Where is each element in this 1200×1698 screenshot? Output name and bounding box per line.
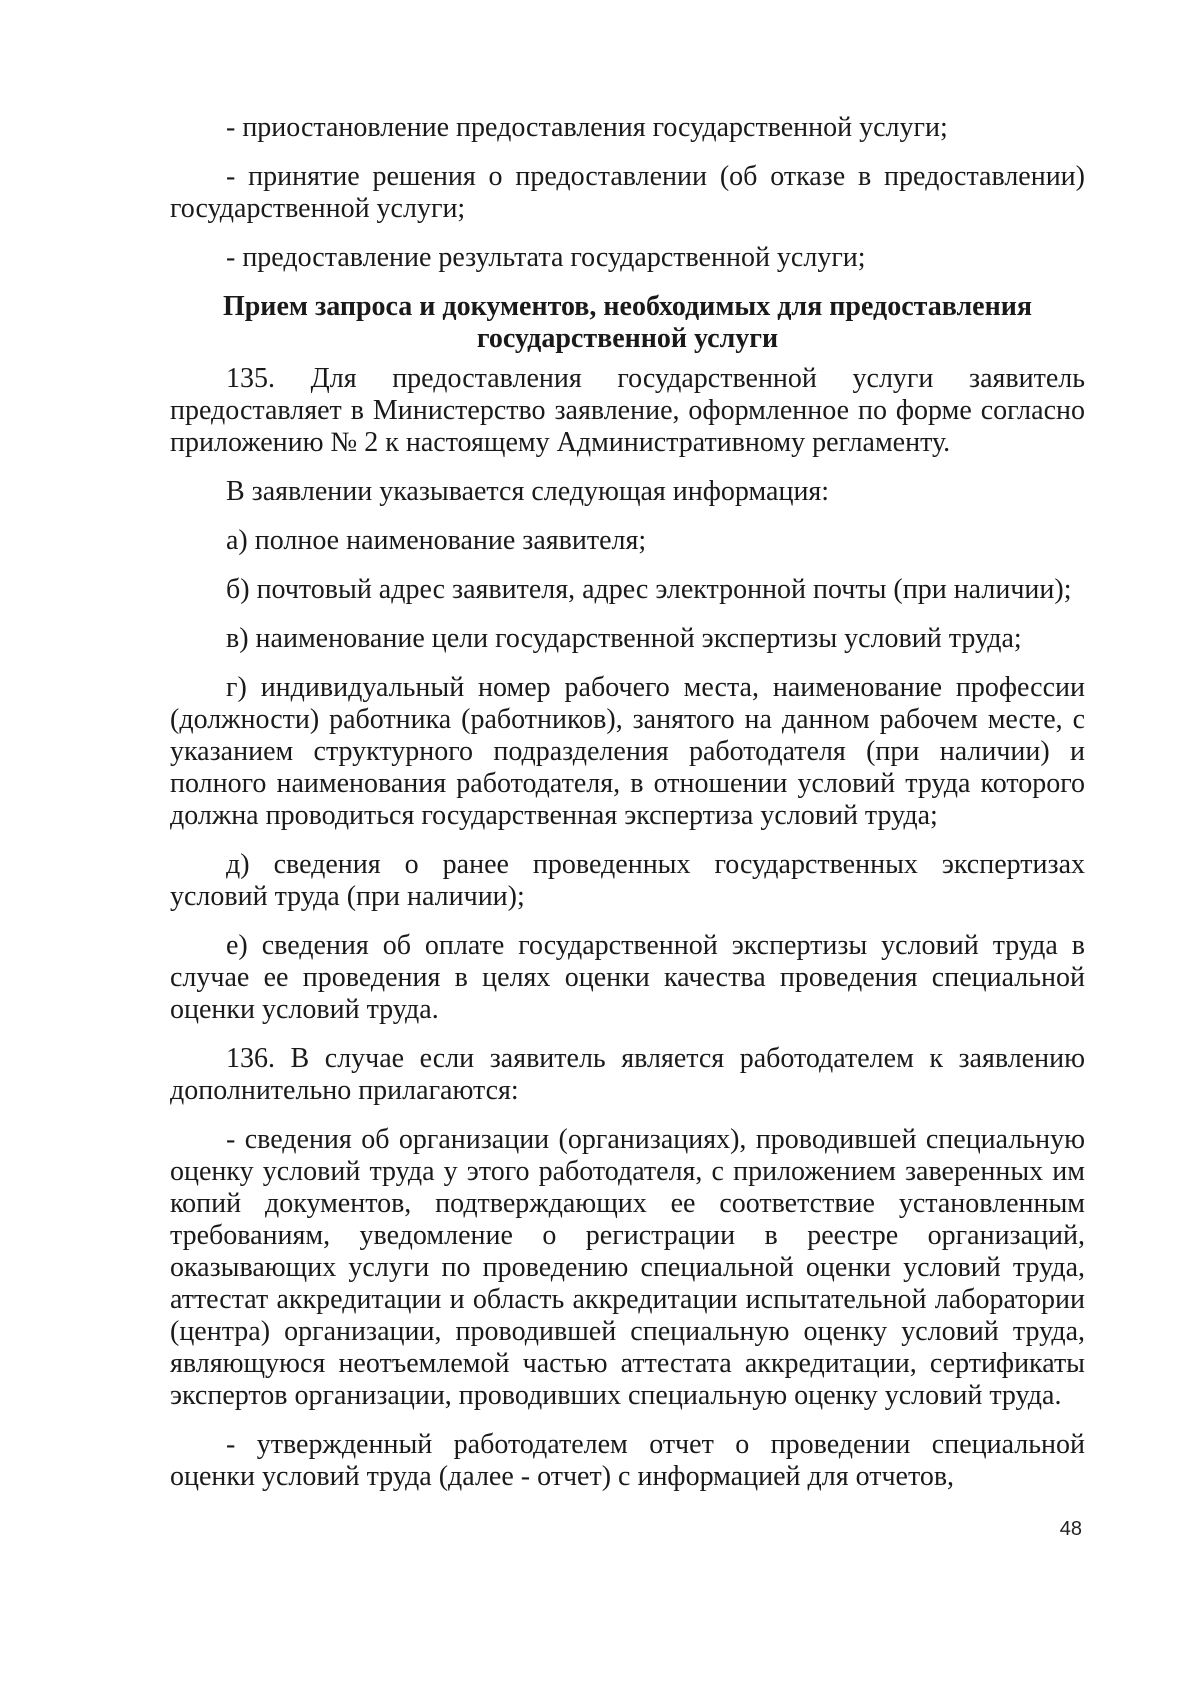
paragraph-decision: - принятие решения о предоставлении (об отказе в предоставлении) государственной услуги; (170, 161, 1085, 224)
paragraph-organization-info: - сведения об организации (организациях), проводившей специальную оценку условий труда у этого работодателя, с приложением заверенных им копий документов, подтверждающих ее соответствие установленным требованиям, уведомление о регистрации в реестре организаций, оказывающих услуги по проведению специальной оценки условий труда, аттестат аккредитации и область аккредитации испытательной лаборатории (центра) организации, проводившей специальную оценку условий труда, являющуюся неотъемлемой частью аттестата аккредитации, сертификаты экспертов организации, проводивших специальную оценку условий труда. (170, 1124, 1085, 1411)
document-body (170, 112, 1085, 1510)
list-item-b: б) почтовый адрес заявителя, адрес электронной почты (при наличии); (226, 574, 1072, 605)
paragraph-suspension: - приостановление предоставления государственной услуги; (226, 112, 948, 143)
list-item-e: е) сведения об оплате государственной экспертизы условий труда в случае ее проведения в целях оценки качества проведения специальной оценки условий труда. (170, 930, 1085, 1025)
paragraph-info-intro: В заявлении указывается следующая информация: (226, 476, 830, 507)
page-number: 48 (1059, 1518, 1082, 1540)
paragraph-136: 136. В случае если заявитель является работодателем к заявлению дополнительно прилагаются: (170, 1043, 1085, 1106)
list-item-d: д) сведения о ранее проведенных государственных экспертизах условий труда (при наличии); (170, 849, 1085, 912)
list-item-g: г) индивидуальный номер рабочего места, наименование профессии (должности) работника (работников), занятого на данном рабочем месте, с указанием структурного подразделения работодателя (при наличии) и полного наименования работодателя, в отношении условий труда которого должна проводиться государственная экспертиза условий труда; (170, 672, 1085, 831)
paragraph-135: 135. Для предоставления государственной услуги заявитель предоставляет в Министерство заявление, оформленное по форме согласно приложению № 2 к настоящему Административному регламенту. (170, 363, 1085, 458)
section-heading-line2: государственной услуги (476, 323, 779, 354)
paragraph-result: - предоставление результата государственной услуги; (226, 242, 866, 273)
list-item-a: а) полное наименование заявителя; (226, 525, 647, 556)
section-heading-line1: Прием запроса и документов, необходимых для предоставления (222, 291, 1033, 322)
paragraph-report: - утвержденный работодателем отчет о проведении специальной оценки условий труда (далее - отчет) с информацией для отчетов, (170, 1429, 1085, 1492)
list-item-v: в) наименование цели государственной экспертизы условий труда; (226, 623, 1022, 654)
section-heading (170, 291, 1085, 355)
